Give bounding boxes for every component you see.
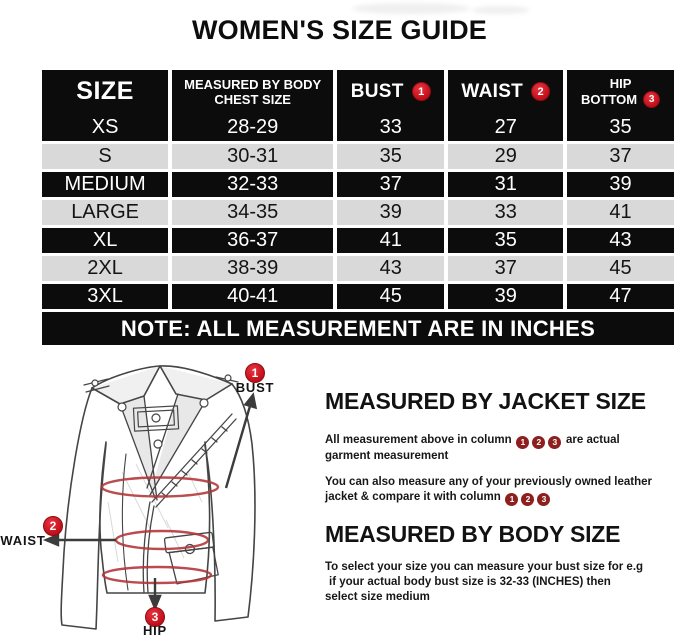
header-cell-size: SIZE bbox=[42, 70, 172, 113]
header-cell-waist bbox=[448, 70, 567, 113]
page-title: WOMEN'S SIZE GUIDE bbox=[191, 15, 488, 45]
hip-point-badge: 3 bbox=[145, 607, 165, 627]
table-header-row bbox=[42, 70, 674, 113]
header-cell-hip bbox=[567, 70, 674, 113]
cell-hip: 47 bbox=[567, 284, 674, 309]
header-chest-line2: CHEST SIZE bbox=[214, 91, 291, 107]
cell-hip: 43 bbox=[567, 228, 674, 253]
header-bust-label: BUST bbox=[350, 80, 404, 102]
waist-point-label: WAIST bbox=[0, 533, 46, 548]
cell-waist: 33 bbox=[448, 200, 567, 225]
p1-text-after: are actual bbox=[566, 434, 620, 446]
cell-chest: 30-31 bbox=[172, 144, 337, 169]
size-row-s bbox=[42, 141, 674, 169]
cell-bust: 43 bbox=[337, 256, 448, 281]
header-hip-line2: BOTTOM bbox=[581, 91, 638, 107]
cell-chest: 36-37 bbox=[172, 228, 337, 253]
cell-hip: 35 bbox=[567, 113, 674, 141]
cell-bust: 39 bbox=[337, 200, 448, 225]
cell-waist: 27 bbox=[448, 113, 567, 141]
cell-waist: 29 bbox=[448, 144, 567, 169]
size-row-xl bbox=[42, 225, 674, 253]
cell-bust: 37 bbox=[337, 172, 448, 197]
p3-line-3: select size medium bbox=[325, 591, 430, 603]
hip-point-label: HIP bbox=[142, 623, 168, 636]
cell-hip: 45 bbox=[567, 256, 674, 281]
p3-line-2: if your actual body bust size is 32-33 (INCHES) then bbox=[329, 576, 611, 588]
column-1-badge-icon: 1 bbox=[505, 493, 518, 506]
jacket-size-paragraph-1 bbox=[325, 433, 677, 464]
p3-line-1: To select your size you can measure your bust size for e.g bbox=[325, 561, 644, 573]
jacket-shading bbox=[92, 366, 232, 500]
column-3-badge-icon: 3 bbox=[537, 493, 550, 506]
waist-measure-ellipse bbox=[116, 531, 208, 549]
jacket-size-paragraph-2 bbox=[325, 475, 677, 506]
cell-chest: 34-35 bbox=[172, 200, 337, 225]
header-waist-label: WAIST bbox=[461, 80, 524, 102]
body-size-heading: MEASURED BY BODY SIZE bbox=[325, 521, 621, 547]
cell-waist: 37 bbox=[448, 256, 567, 281]
cell-hip: 41 bbox=[567, 200, 674, 225]
header-cell-bust bbox=[337, 70, 448, 113]
cell-hip: 37 bbox=[567, 144, 674, 169]
hip-measure-ellipse bbox=[103, 567, 211, 583]
bust-point-badge: 1 bbox=[245, 363, 265, 383]
p1-line-2: garment measurement bbox=[325, 450, 449, 462]
p2-text-before: jacket & compare it with column bbox=[325, 491, 501, 503]
header-cell-chest bbox=[172, 70, 337, 113]
badge-3-icon: 3 bbox=[643, 91, 660, 108]
size-row-medium bbox=[42, 169, 674, 197]
watermark-smudge bbox=[472, 6, 530, 14]
cell-bust: 45 bbox=[337, 284, 448, 309]
cell-bust: 33 bbox=[337, 113, 448, 141]
cell-size: MEDIUM bbox=[42, 172, 172, 197]
cell-chest: 38-39 bbox=[172, 256, 337, 281]
cell-waist: 39 bbox=[448, 284, 567, 309]
cell-size: XS bbox=[42, 113, 172, 141]
p2-line-1: You can also measure any of your previously owned leather bbox=[325, 476, 652, 488]
size-table bbox=[42, 70, 674, 345]
cell-chest: 28-29 bbox=[172, 113, 337, 141]
cell-size: S bbox=[42, 144, 172, 169]
badge-2-icon: 2 bbox=[531, 82, 550, 101]
cell-chest: 40-41 bbox=[172, 284, 337, 309]
watermark-smudge bbox=[352, 3, 470, 14]
bust-point-label: BUST bbox=[235, 380, 275, 395]
cell-hip: 39 bbox=[567, 172, 674, 197]
jacket-size-heading: MEASURED BY JACKET SIZE bbox=[325, 388, 646, 414]
column-1-badge-icon: 1 bbox=[516, 436, 529, 449]
waist-point-badge: 2 bbox=[43, 516, 63, 536]
cell-waist: 35 bbox=[448, 228, 567, 253]
size-row-large bbox=[42, 197, 674, 225]
note-bar: NOTE: ALL MEASUREMENT ARE IN INCHES bbox=[42, 312, 674, 345]
cell-bust: 41 bbox=[337, 228, 448, 253]
column-3-badge-icon: 3 bbox=[548, 436, 561, 449]
instructions-column bbox=[325, 388, 677, 605]
column-2-badge-icon: 2 bbox=[532, 436, 545, 449]
column-2-badge-icon: 2 bbox=[521, 493, 534, 506]
badge-1-icon: 1 bbox=[412, 82, 431, 101]
cell-size: LARGE bbox=[42, 200, 172, 225]
p1-text-before: All measurement above in column bbox=[325, 434, 512, 446]
size-row-2xl bbox=[42, 253, 674, 281]
cell-waist: 31 bbox=[448, 172, 567, 197]
header-hip-line1: HIP bbox=[609, 75, 632, 91]
size-row-xs bbox=[42, 113, 674, 141]
cell-bust: 35 bbox=[337, 144, 448, 169]
cell-size: 2XL bbox=[42, 256, 172, 281]
waist-arrow bbox=[46, 535, 116, 545]
cell-chest: 32-33 bbox=[172, 172, 337, 197]
body-size-paragraph bbox=[325, 560, 677, 605]
size-row-3xl bbox=[42, 281, 674, 309]
cell-size: XL bbox=[42, 228, 172, 253]
cell-size: 3XL bbox=[42, 284, 172, 309]
header-chest-line1: MEASURED BY BODY bbox=[184, 76, 322, 92]
